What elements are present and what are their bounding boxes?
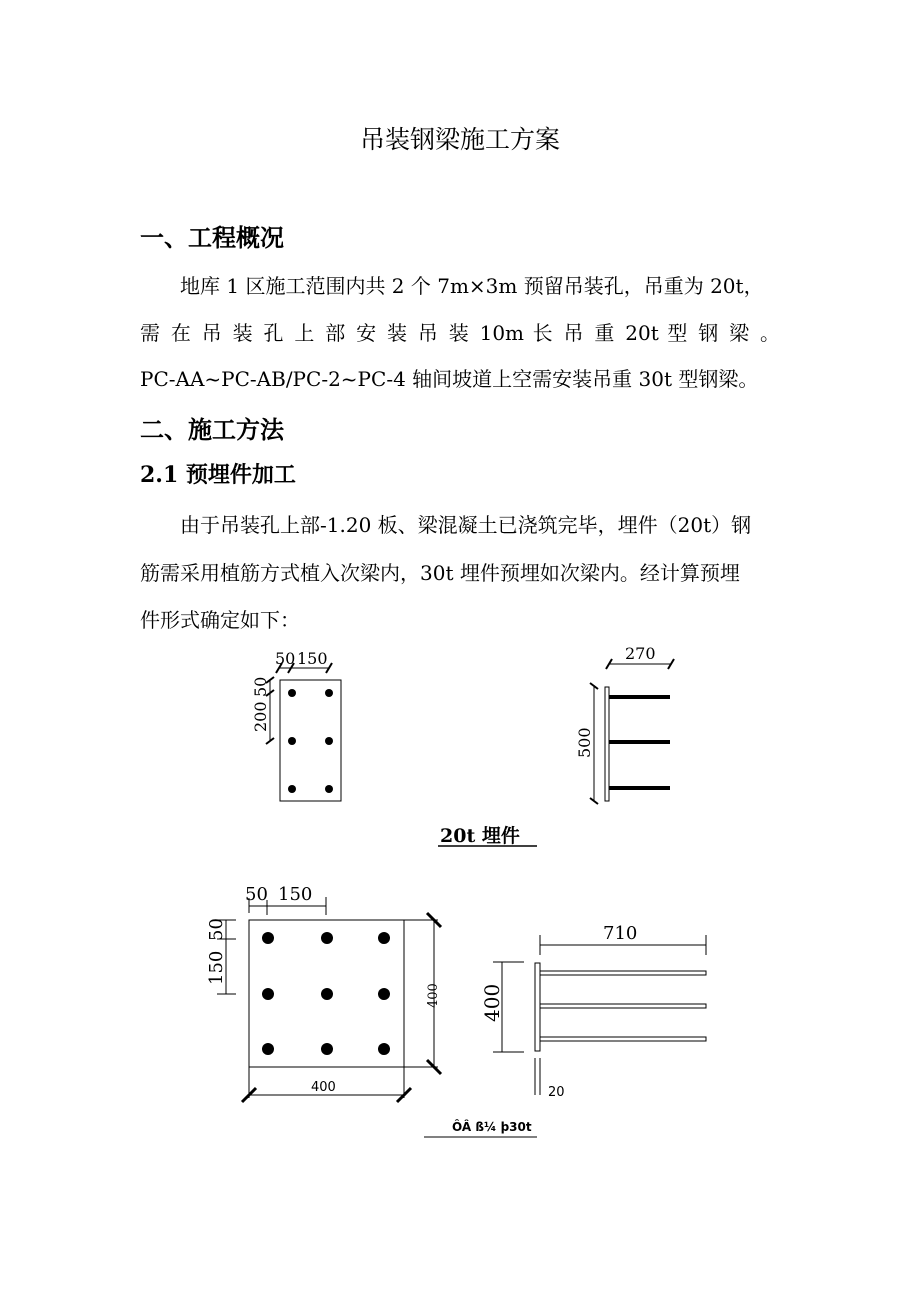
dim-length: 710 xyxy=(603,923,638,944)
section-heading-overview: 一、工程概况 xyxy=(140,223,284,252)
figure-caption-20t: 20t 埋件 xyxy=(440,825,520,847)
dim-thickness: 20 xyxy=(548,1085,565,1100)
figure-20t-plate xyxy=(266,663,341,801)
section-heading-method: 二、施工方法 xyxy=(140,415,284,444)
dim-spacing-v: 200 xyxy=(251,701,270,732)
dim-width: 400 xyxy=(311,1080,336,1095)
figure-30t-plate xyxy=(217,897,441,1102)
subsection-heading: 2.1 预埋件加工 xyxy=(140,462,296,488)
dim-height: 500 xyxy=(575,727,594,758)
dim-spacing-h: 150 xyxy=(278,884,313,905)
figure-30t-side xyxy=(493,935,706,1095)
dim-height: 400 xyxy=(426,983,441,1008)
dim-edge-v: 50 xyxy=(251,676,270,697)
dim-edge-v: 50 xyxy=(206,918,227,941)
dim-edge: 50 xyxy=(245,884,268,905)
dim-spacing-h: 150 xyxy=(297,649,328,668)
paragraph-line: 需 在 吊 装 孔 上 部 安 装 吊 装 10m 长 吊 重 20t 型 钢 梁 。 xyxy=(140,321,780,345)
dim-spacing-v: 150 xyxy=(206,950,227,985)
figure-caption-30t: ÔÂ ß¼ þ30t xyxy=(452,1120,532,1134)
paragraph-line: PC-AA~PC-AB/PC-2~PC-4 轴间坡道上空需安装吊重 30t 型钢梁。 xyxy=(140,367,759,391)
page-title: 吊装钢梁施工方案 xyxy=(359,125,560,154)
dim-length: 270 xyxy=(625,644,656,663)
paragraph-line: 由于吊装孔上部-1.20 板、梁混凝土已浇筑完毕，埋件（20t）钢 xyxy=(180,513,752,537)
dim-edge: 50 xyxy=(275,649,296,668)
paragraph-line: 地库 1 区施工范围内共 2 个 7m×3m 预留吊装孔，吊重为 20t， xyxy=(180,274,764,298)
dim-side-height: 400 xyxy=(480,983,504,1022)
paragraph-line: 件形式确定如下： xyxy=(140,608,300,632)
paragraph-line: 筋需采用植筋方式植入次梁内，30t 埋件预埋如次梁内。经计算预埋 xyxy=(140,561,740,585)
figure-20t-side xyxy=(590,659,674,804)
